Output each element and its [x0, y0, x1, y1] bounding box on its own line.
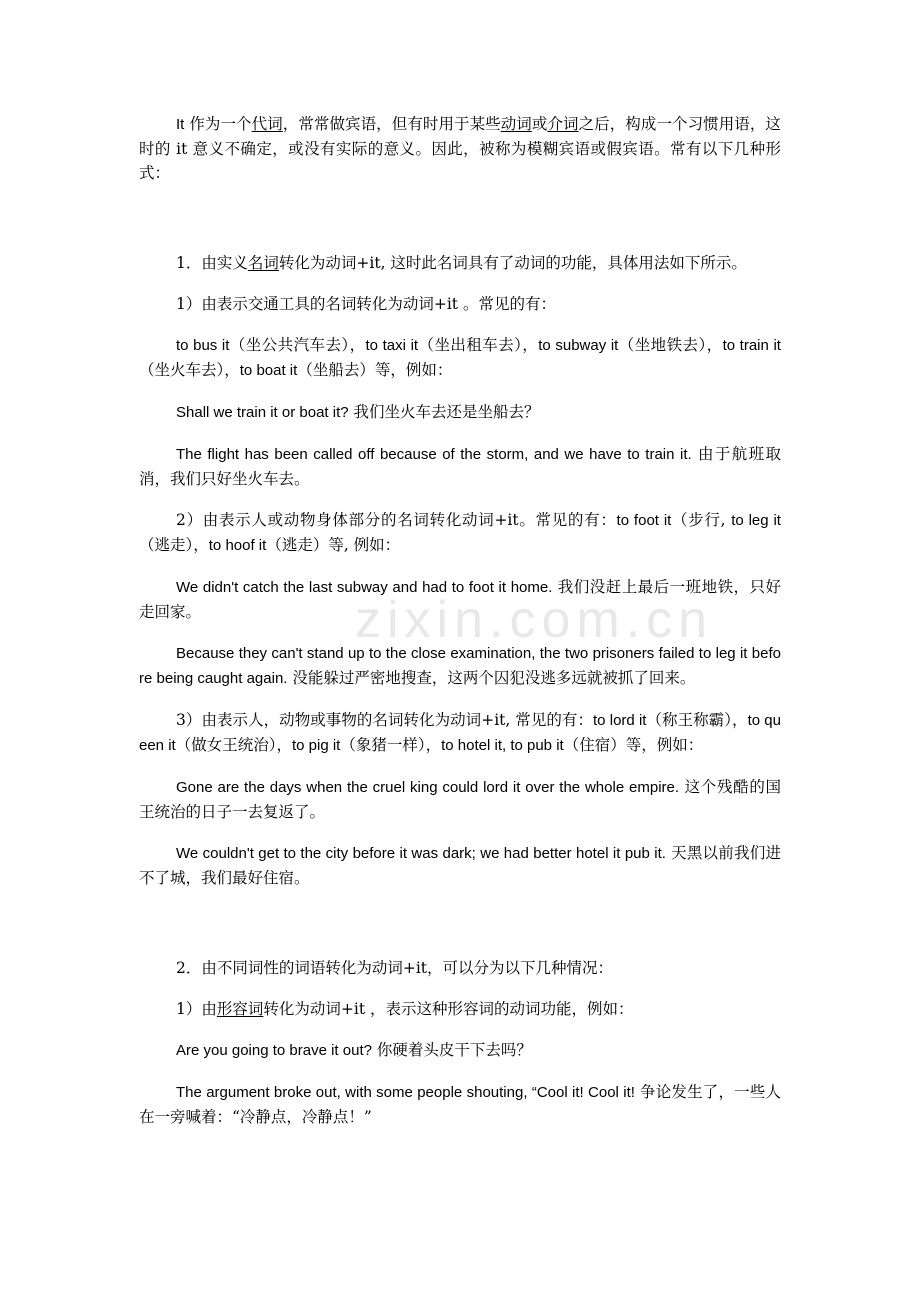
subsection-text: 1）由: [176, 1000, 217, 1018]
transport-list: [139, 333, 781, 383]
gloss: （坐火车去），: [139, 361, 240, 379]
subsection-text: 转化为动词+it ，表示这种形容词的动词功能，例如：: [263, 1000, 634, 1018]
example-zh: 我们没赶上最后一班地铁，只好走回家。: [139, 578, 781, 621]
link-preposition[interactable]: 介词: [547, 115, 579, 133]
example-en: The argument broke out, with some people shouting, “Cool it! Cool it!: [176, 1084, 635, 1101]
intro-text: 之后，构成一个习惯用语，这时的 it 意义不确定，或没有实际的意义。因此，被称为模糊宾语或假宾语。常有以下几种形式：: [139, 115, 781, 182]
gloss: （坐船去）等，例如：: [297, 361, 453, 379]
example-zh: 争论发生了，一些人在一旁喊着：“冷静点，冷静点！”: [139, 1083, 781, 1126]
example-en: Gone are the days when the cruel king could lord it over the whole empire.: [176, 779, 680, 796]
example-zh: 由于航班取消，我们只好坐火车去。: [139, 445, 781, 488]
phrase: to train it: [722, 337, 781, 354]
example-en: Shall we train it or boat it?: [176, 404, 349, 421]
example-en: We couldn't get to the city before it was dark; we had better hotel it pub it.: [176, 845, 666, 862]
intro-text: It: [176, 116, 185, 133]
phrase: to hoof it: [208, 537, 267, 554]
subsection-text: 3）由表示人，动物或事物的名词转化为动词+it, 常见的有：: [176, 711, 594, 729]
intro-text: 或: [531, 115, 548, 133]
example-4: [139, 641, 781, 691]
phrase: to taxi it: [365, 337, 419, 354]
subsection-1-2: [139, 508, 781, 558]
example-en: Because they can't stand up to the close examination, the two prisoners failed to leg it before being caught again.: [139, 645, 781, 687]
link-verb[interactable]: 动词: [500, 115, 532, 133]
example-en: Are you going to brave it out?: [176, 1042, 372, 1059]
phrase: to boat it: [239, 362, 298, 379]
gloss: （步行,: [671, 511, 732, 529]
gloss: （坐公共汽车去），: [229, 336, 366, 354]
gloss: （住宿）等，例如：: [563, 736, 704, 754]
gloss: （逃走），: [139, 536, 209, 554]
gloss: （称王称霸），: [646, 711, 748, 729]
phrase: to pig it: [291, 737, 341, 754]
example-zh: 这个残酷的国王统治的日子一去复返了。: [139, 778, 781, 821]
gloss: （坐地铁去），: [618, 336, 723, 354]
section-2-heading: 2．由不同词性的词语转化为动词+it，可以分为以下几种情况：: [176, 959, 614, 977]
example-en: We didn't catch the last subway and had to foot it home.: [176, 579, 553, 596]
example-zh: 我们坐火车去还是坐船去？: [348, 403, 540, 421]
subsection-2-1: [139, 997, 781, 1021]
phrase: to hotel it, to pub it: [441, 737, 564, 754]
subsection-text: 2）由表示人或动物身体部分的名词转化动词+it。常见的有：: [176, 511, 617, 529]
subsection-1-3: [139, 708, 781, 758]
example-3: [139, 575, 781, 624]
example-5: [139, 775, 781, 824]
example-zh: 天黑以前我们进不了城，我们最好住宿。: [139, 844, 781, 887]
example-8: [139, 1080, 781, 1129]
phrase: to leg it: [731, 512, 781, 529]
intro-text: 作为一个: [184, 115, 252, 133]
phrase: to subway it: [538, 337, 619, 354]
heading-text: 转化为动词+it, 这时此名词具有了动词的功能，具体用法如下所示。: [278, 254, 747, 272]
link-adjective[interactable]: 形容词: [216, 1000, 264, 1018]
example-6: [139, 841, 781, 890]
gloss: （逃走）等, 例如：: [266, 536, 401, 554]
section-1-heading: [139, 251, 781, 275]
phrase: to bus it: [176, 337, 230, 354]
gloss: （坐出租车去），: [418, 336, 539, 354]
example-1: [139, 400, 781, 425]
intro-paragraph: [139, 112, 781, 185]
phrase: to foot it: [616, 512, 672, 529]
phrase: to queen it: [139, 712, 781, 754]
example-2: [139, 442, 781, 491]
link-pronoun[interactable]: 代词: [251, 115, 283, 133]
heading-text: 1．由实义: [176, 254, 248, 272]
example-en: The flight has been called off because of the storm, and we have to train it.: [176, 446, 692, 463]
document-body: [139, 112, 781, 1129]
subsection-1-1: 1）由表示交通工具的名词转化为动词+it 。常见的有：: [176, 295, 556, 313]
watermark: zixin.com.cn: [355, 591, 714, 649]
example-zh: 没能躲过严密地搜查，这两个囚犯没逃多远就被抓了回来。: [287, 669, 696, 687]
intro-text: ，常常做宾语，但有时用于某些: [282, 115, 501, 133]
link-noun[interactable]: 名词: [247, 254, 279, 272]
example-7: [139, 1038, 781, 1063]
example-zh: 你硬着头皮干下去吗？: [371, 1041, 532, 1059]
phrase: to lord it: [593, 712, 647, 729]
gloss: （象猪一样），: [340, 736, 442, 754]
gloss: （做女王统治），: [175, 736, 292, 754]
